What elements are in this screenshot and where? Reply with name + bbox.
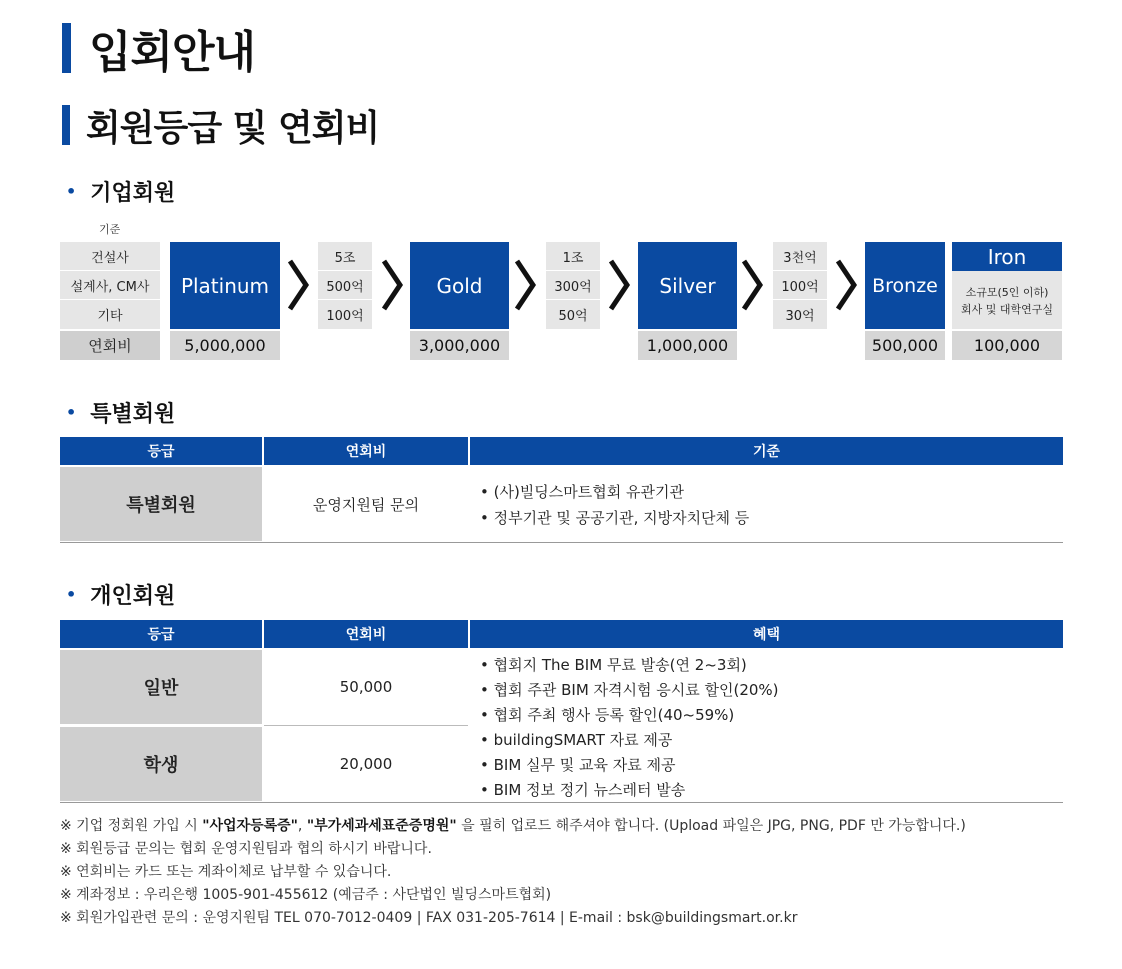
row-label-fee: 연회비 [60,331,160,360]
personal-grade-student: 학생 [60,727,262,801]
special-criteria-item: • (사)빌딩스마트협회 유관기관 [480,483,684,501]
iron-description [952,271,1062,329]
section-title-text: 회원등급 및 연회비 [86,107,380,149]
tier-gold: Gold [410,242,509,329]
note-text: , [297,818,307,834]
threshold-1-design: 500억 [318,271,372,299]
corporate-heading-text: 기업회원 [90,181,176,206]
special-heading [66,397,175,428]
row-label-construction: 건설사 [60,242,160,270]
note-contact: ※ 회원가입관련 문의 : 운영지원팀 TEL 070-7012-0409 | FAX 031-205-7614 | E-mail : bsk@buildingsmart.or.kr [60,910,798,926]
iron-desc-line2: 회사 및 대학연구실 [960,302,1053,316]
chevron-right-icon [379,257,405,313]
benefit-item: • buildingSMART 자료 제공 [480,731,673,749]
chevron-right-icon [833,257,859,313]
threshold-2-design: 300억 [546,271,600,299]
benefit-item: • 협회 주관 BIM 자격시험 응시료 할인(20%) [480,681,779,699]
personal-header-benefits: 혜택 [470,620,1063,648]
bullet-icon: • [66,403,77,422]
threshold-3-other: 30억 [773,300,827,329]
iron-desc-line1: 소규모(5인 이하) [965,285,1049,299]
threshold-3-design: 100억 [773,271,827,299]
benefit-item: • BIM 실무 및 교육 자료 제공 [480,756,676,774]
personal-header-fee: 연회비 [264,620,468,648]
benefit-item: • 협회 주최 행사 등록 할인(40~59%) [480,706,735,724]
page-title-text: 입회안내 [89,27,256,78]
special-fee-cell: 운영지원팀 문의 [312,495,420,514]
subtitle-accent-bar [62,105,70,145]
special-criteria-item: • 정부기관 및 공공기관, 지방자치단체 등 [480,509,750,527]
threshold-2-other: 50억 [546,300,600,329]
bullet-icon: • [66,585,77,604]
threshold-1-other: 100억 [318,300,372,329]
chevron-right-icon [285,257,311,313]
benefit-item: • 협회지 The BIM 무료 발송(연 2~3회) [480,656,747,674]
personal-heading [66,579,175,610]
bullet-icon: • [66,182,77,201]
note-text: ※ 기업 정회원 가입 시 [60,818,203,834]
personal-fee-student: 20,000 [339,755,393,773]
fee-silver: 1,000,000 [638,331,737,360]
special-header-fee: 연회비 [264,437,468,465]
threshold-3-construction: 3천억 [773,242,827,270]
special-heading-text: 특별회원 [90,402,176,427]
threshold-1-construction: 5조 [318,242,372,270]
note-grade-inquiry: ※ 회원등급 문의는 협회 운영지원팀과 협의 하시기 바랍니다. [60,841,432,857]
row-label-other: 기타 [60,300,160,329]
note-account: ※ 계좌정보 : 우리은행 1005-901-455612 (예금주 : 사단법인 빌딩스마트협회) [60,887,552,903]
personal-header-grade: 등급 [60,620,262,648]
note-payment: ※ 연회비는 카드 또는 계좌이체로 납부할 수 있습니다. [60,864,392,880]
section-title [62,100,379,150]
fee-platinum: 5,000,000 [170,331,280,360]
tier-iron: Iron [952,242,1062,271]
table-bottom-rule [60,542,1063,543]
threshold-2-construction: 1조 [546,242,600,270]
tier-silver: Silver [638,242,737,329]
table-bottom-rule [60,802,1063,803]
chevron-right-icon [606,257,632,313]
note-bold: "사업자등록증" [202,818,298,834]
chevron-right-icon [512,257,538,313]
special-header-grade: 등급 [60,437,262,465]
row-divider [264,725,468,726]
row-label-design: 설계사, CM사 [60,271,160,299]
title-accent-bar [62,23,71,73]
personal-grade-general: 일반 [60,650,262,724]
benefit-item: • BIM 정보 정기 뉴스레터 발송 [480,781,686,799]
personal-heading-text: 개인회원 [90,584,176,609]
personal-fee-general: 50,000 [339,678,393,696]
note-required-documents [60,815,966,835]
corporate-heading [66,176,175,207]
tier-bronze: Bronze [865,242,945,329]
page-title [62,18,255,78]
chevron-right-icon [739,257,765,313]
note-text: 을 필히 업로드 해주셔야 합니다. (Upload 파일은 JPG, PNG, PDF 만 가능합니다.) [456,818,966,834]
note-bold: "부가세과세표준증명원" [306,818,457,834]
fee-bronze: 500,000 [865,331,945,360]
special-grade-cell: 특별회원 [60,467,262,541]
fee-iron: 100,000 [952,331,1062,360]
tier-platinum: Platinum [170,242,280,329]
criteria-label: 기준 [99,223,121,236]
special-header-criteria: 기준 [470,437,1063,465]
fee-gold: 3,000,000 [410,331,509,360]
